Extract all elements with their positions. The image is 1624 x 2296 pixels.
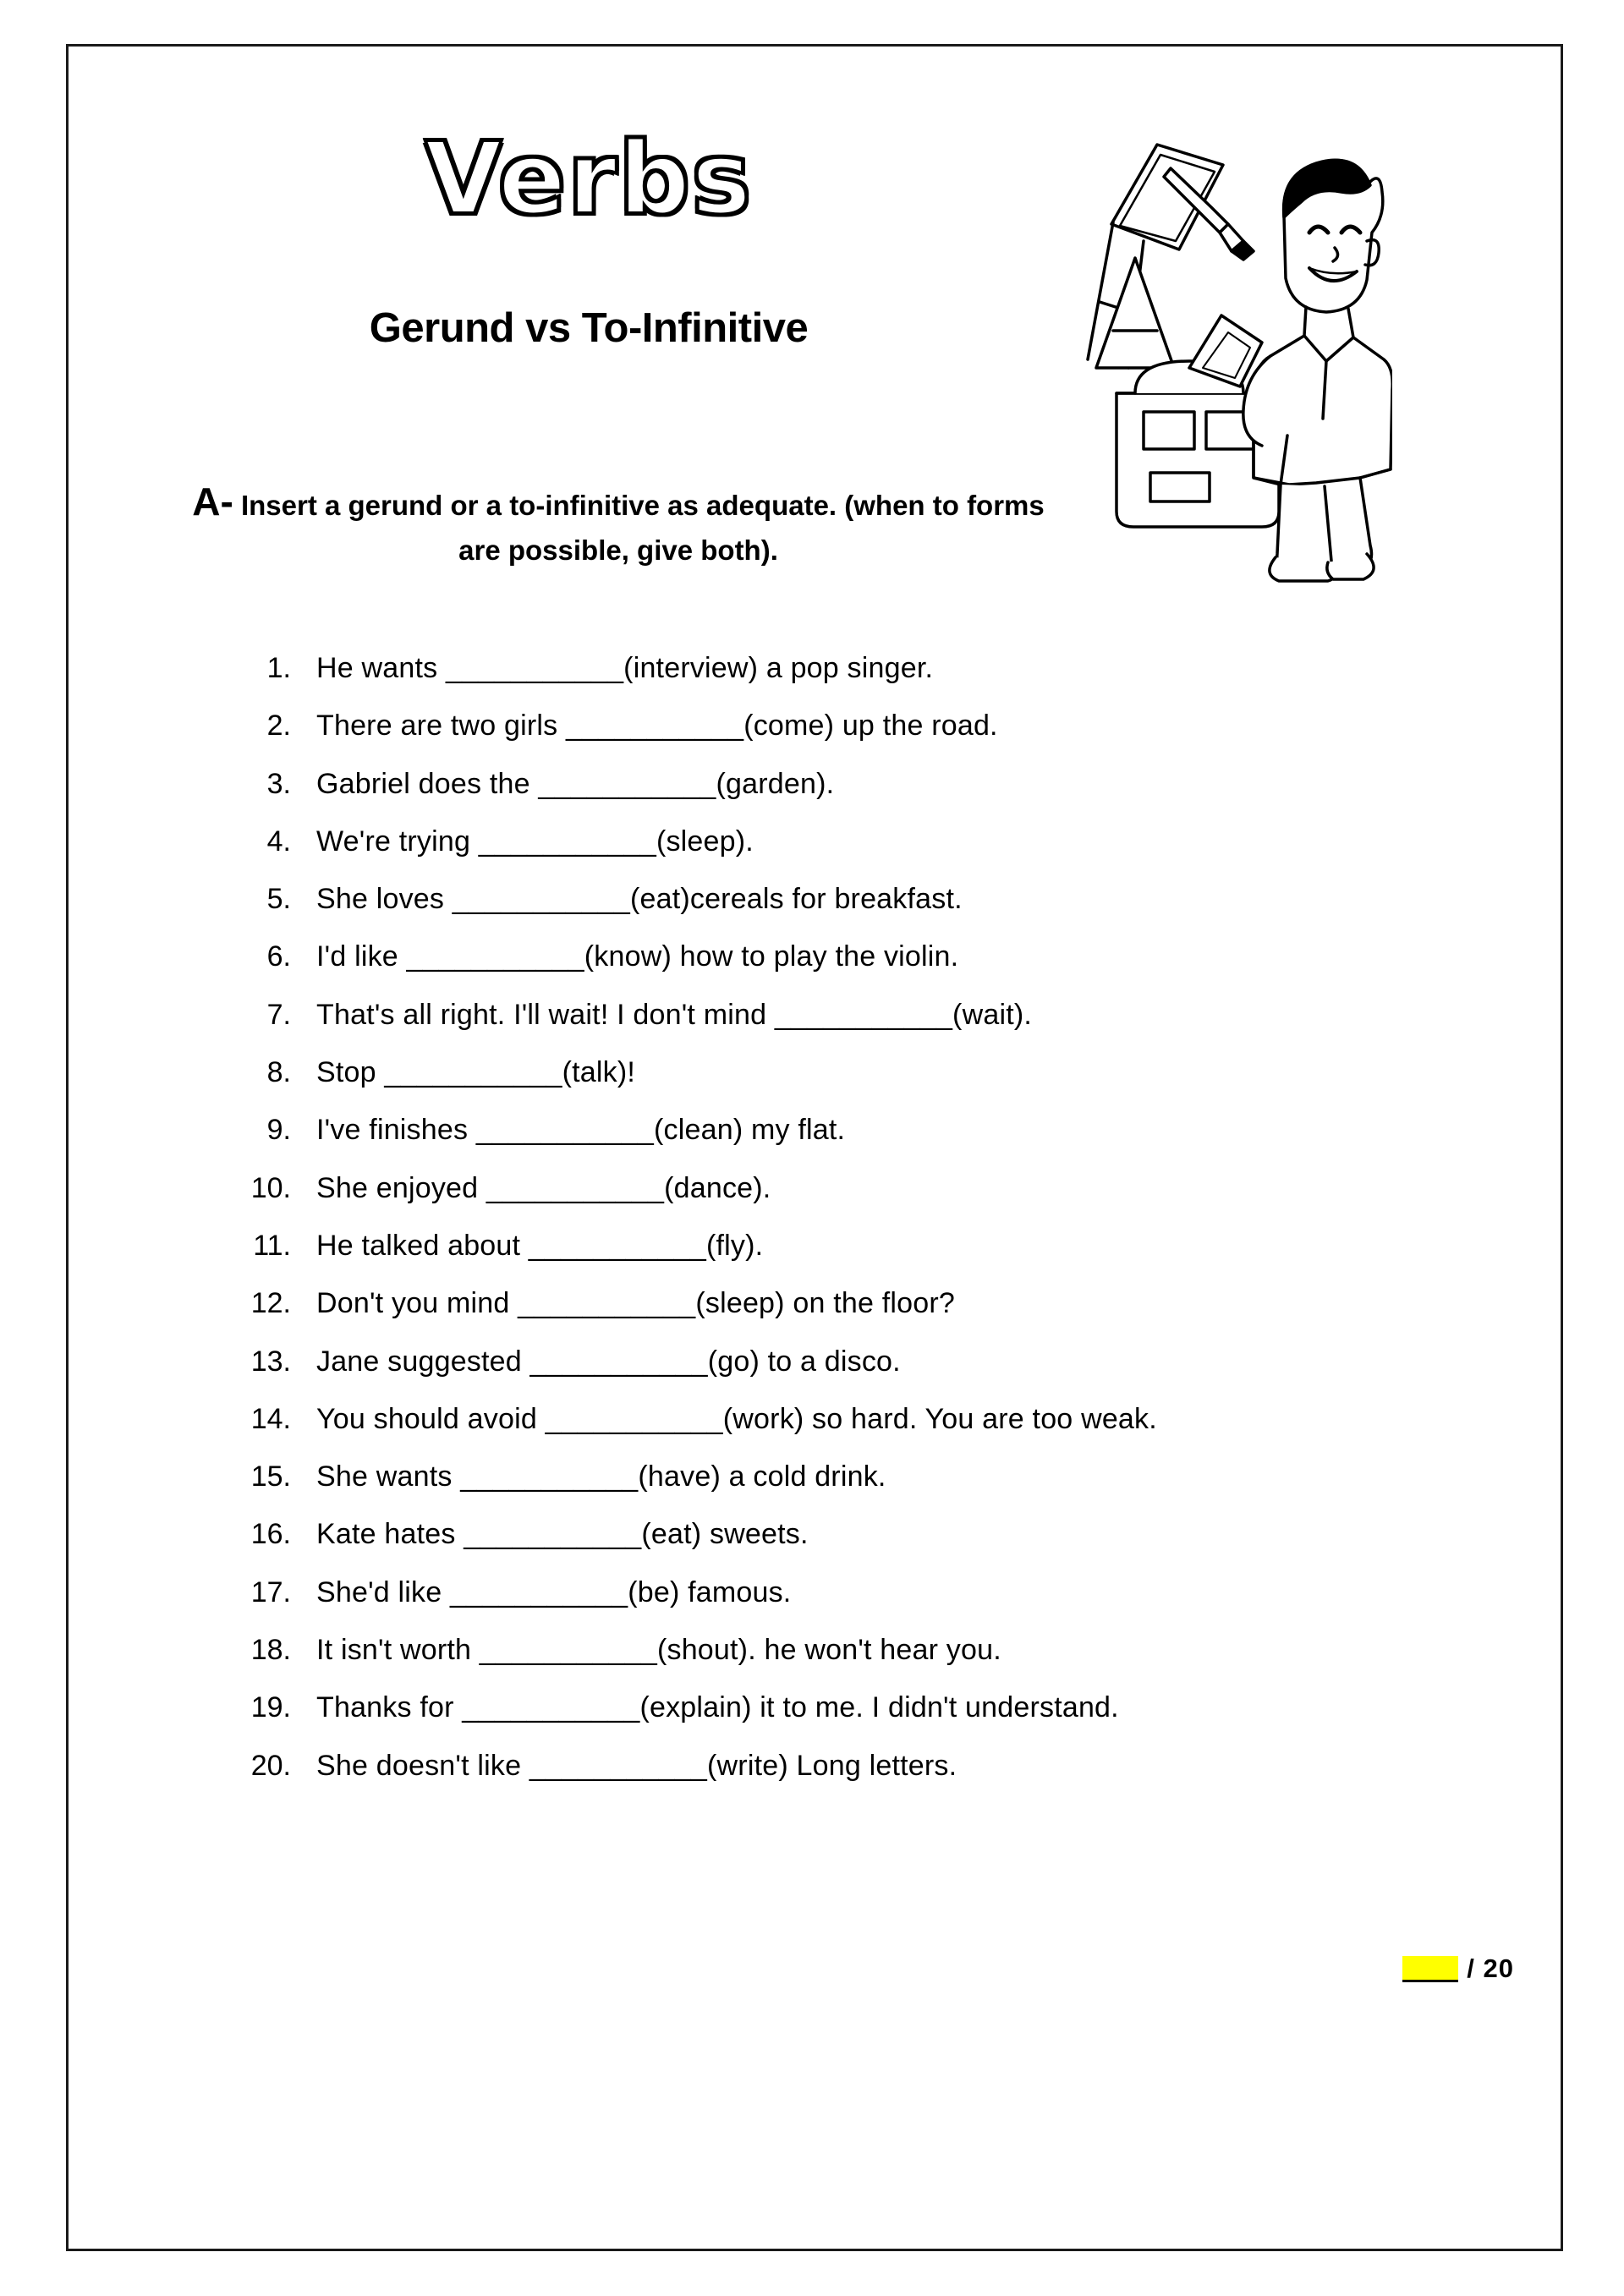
question-text: I've finishes ___________(clean) my flat.: [316, 1114, 846, 1147]
list-item: [250, 998, 1502, 1033]
page-title: Verbs: [425, 120, 753, 237]
question-number: 7.: [266, 998, 291, 1031]
question-number: 1.: [266, 652, 291, 684]
question-text: That's all right. I'll wait! I don't mind ___________(wait).: [316, 998, 1033, 1031]
question-text: We're trying ___________(sleep).: [316, 825, 754, 858]
question-text: Thanks for ___________(explain) it to me. I didn't understand.: [316, 1691, 1119, 1724]
worksheet-page: [66, 44, 1563, 2251]
question-text: She doesn't like ___________(write) Long letters.: [316, 1749, 957, 1782]
question-text: Gabriel does the ___________(garden).: [316, 767, 835, 800]
list-item: [250, 1345, 1502, 1379]
question-text: Jane suggested ___________(go) to a disco.: [316, 1345, 901, 1378]
list-item: [250, 1690, 1502, 1725]
question-number: 20.: [250, 1749, 291, 1782]
title-container: [69, 120, 1109, 237]
boy-with-school-supplies-illustration: [1062, 114, 1392, 605]
question-number: 8.: [266, 1056, 291, 1089]
worksheet-subtitle: Gerund vs To-Infinitive: [369, 305, 809, 351]
list-item: [250, 1402, 1502, 1437]
question-number: 12.: [250, 1287, 291, 1320]
question-number: 4.: [266, 825, 291, 858]
question-text: He wants ___________(interview) a pop singer.: [316, 652, 934, 684]
instruction-tag: A-: [192, 479, 233, 523]
list-item: [250, 1517, 1502, 1552]
list-item: [250, 1229, 1502, 1263]
list-item: [250, 882, 1502, 917]
question-number: 13.: [250, 1345, 291, 1378]
list-item: [250, 1286, 1502, 1321]
question-number: 2.: [266, 710, 291, 743]
list-item: [250, 1749, 1502, 1784]
question-text: Stop ___________(talk)!: [316, 1056, 635, 1089]
question-text: It isn't worth ___________(shout). he won't hear you.: [316, 1634, 1001, 1667]
list-item: [250, 940, 1502, 974]
question-list: [250, 651, 1502, 1806]
question-text: She enjoyed ___________(dance).: [316, 1171, 771, 1204]
question-text: You should avoid ___________(work) so hard. You are too weak.: [316, 1402, 1157, 1435]
question-text: She'd like ___________(be) famous.: [316, 1575, 792, 1608]
question-number: 14.: [250, 1402, 291, 1435]
question-number: 15.: [250, 1460, 291, 1493]
question-text: There are two girls ___________(come) up the road.: [316, 710, 998, 743]
instruction-block: [187, 474, 1050, 571]
score-input-blank[interactable]: [1402, 1956, 1458, 1982]
question-number: 18.: [250, 1634, 291, 1667]
list-item: [250, 825, 1502, 859]
question-number: 16.: [250, 1518, 291, 1551]
question-number: 6.: [266, 940, 291, 973]
list-item: [250, 1171, 1502, 1206]
question-text: He talked about ___________(fly).: [316, 1229, 764, 1262]
question-text: I'd like ___________(know) how to play the violin.: [316, 940, 959, 973]
question-number: 10.: [250, 1171, 291, 1204]
question-number: 3.: [266, 767, 291, 800]
question-number: 5.: [266, 883, 291, 916]
question-number: 9.: [266, 1114, 291, 1147]
list-item: [250, 651, 1502, 686]
question-text: She wants ___________(have) a cold drink.: [316, 1460, 886, 1493]
list-item: [250, 1055, 1502, 1090]
question-text: Kate hates ___________(eat) sweets.: [316, 1518, 809, 1551]
list-item: [250, 709, 1502, 743]
list-item: [250, 1113, 1502, 1148]
list-item: [250, 767, 1502, 802]
score-box: [1402, 1954, 1514, 1984]
instruction-text: Insert a gerund or a to-infinitive as adequate. (when to forms are possible, give both).: [240, 490, 1045, 566]
list-item: [250, 1633, 1502, 1668]
list-item: [250, 1460, 1502, 1494]
question-text: She loves ___________(eat)cereals for breakfast.: [316, 883, 963, 916]
question-number: 11.: [253, 1229, 291, 1262]
question-number: 17.: [250, 1575, 291, 1608]
score-total-label: / 20: [1467, 1954, 1514, 1983]
question-text: Don't you mind ___________(sleep) on the floor?: [316, 1287, 955, 1320]
list-item: [250, 1575, 1502, 1610]
question-number: 19.: [250, 1691, 291, 1724]
